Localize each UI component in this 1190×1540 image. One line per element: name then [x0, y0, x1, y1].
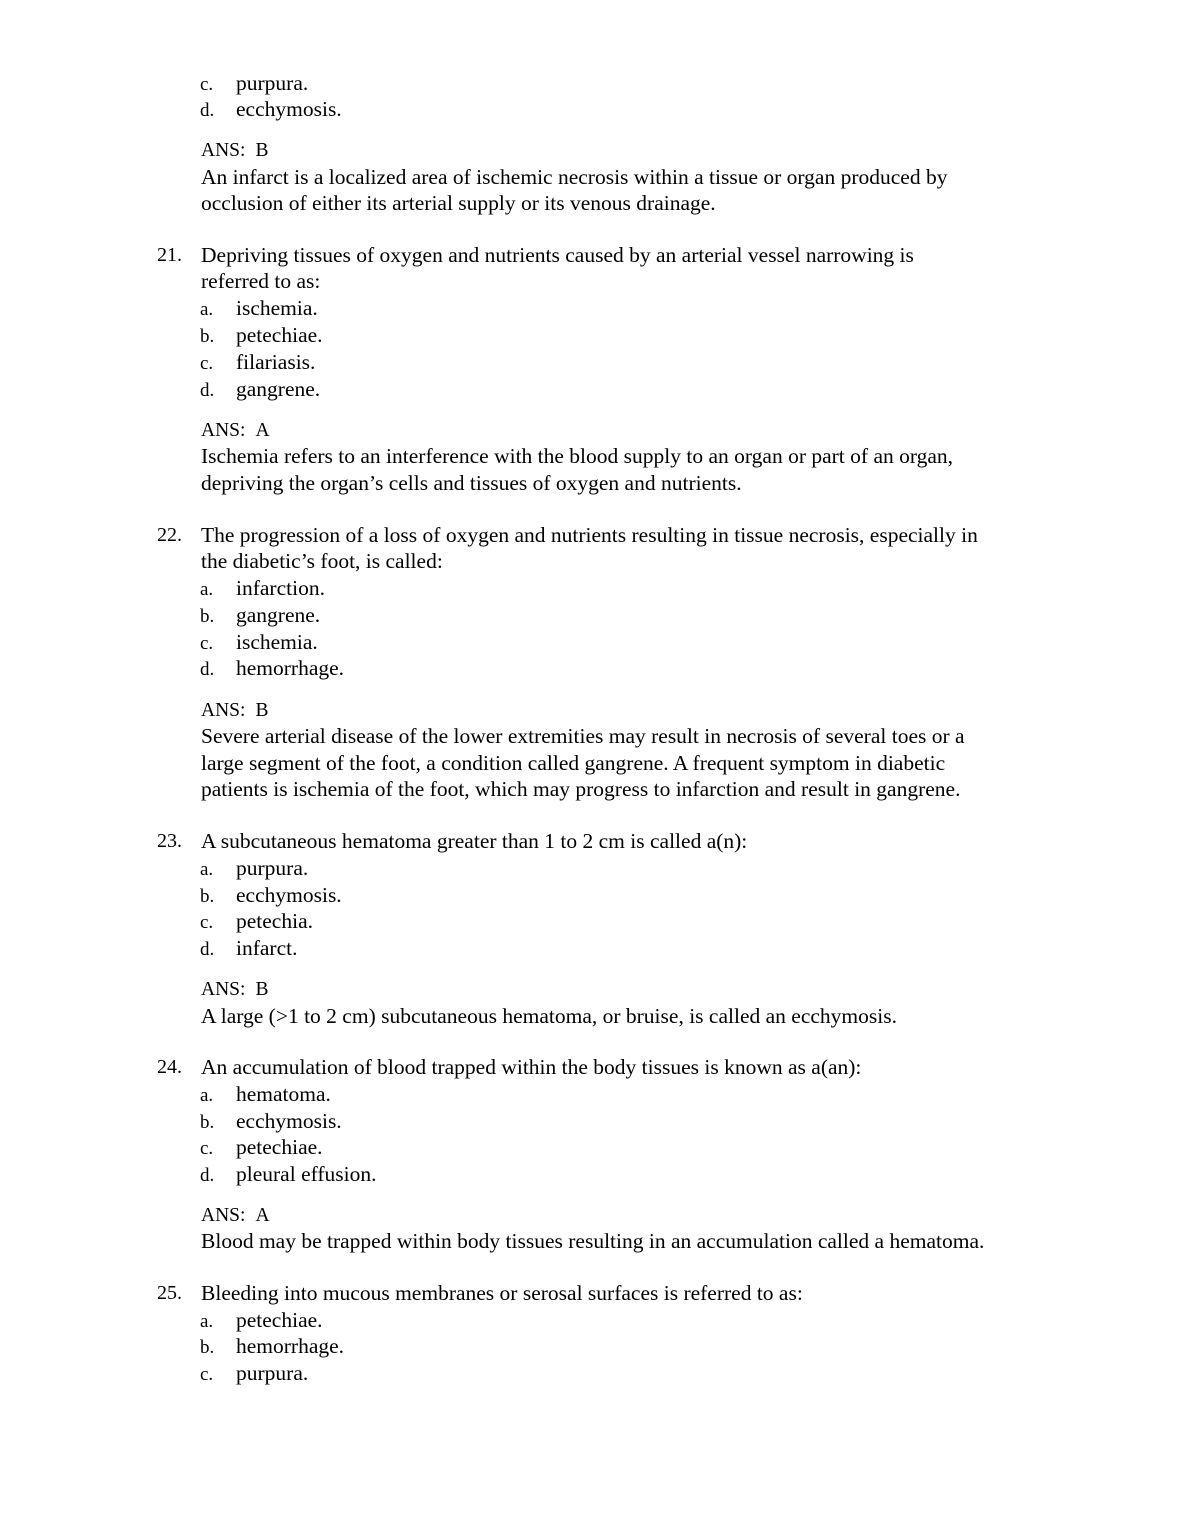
- question-stem-line: Depriving tissues of oxygen and nutrients caused by an arterial vessel narrowing is: [201, 243, 914, 267]
- option-b: [200, 1334, 344, 1361]
- option-text: petechiae.: [236, 1308, 323, 1332]
- option-letter: d.: [200, 100, 215, 121]
- option-text: hemorrhage.: [236, 656, 345, 680]
- option-letter: b.: [200, 1112, 215, 1133]
- option-letter: b.: [200, 886, 215, 907]
- answer-label: ANS:: [201, 979, 246, 1000]
- option-b: [200, 1109, 342, 1136]
- question-number: 24.: [157, 1056, 182, 1078]
- answer-line: [201, 700, 268, 722]
- rationale-line: A large (>1 to 2 cm) subcutaneous hematoma, or bruise, is called an ecchymosis.: [201, 1004, 897, 1028]
- option-letter: d.: [200, 939, 215, 960]
- rationale-line: Ischemia refers to an interference with the blood supply to an organ or part of an organ,: [201, 444, 954, 468]
- option-text: petechiae.: [236, 323, 323, 347]
- answer-label: ANS:: [201, 420, 246, 441]
- option-letter: a.: [200, 1311, 214, 1332]
- question-stem-line: the diabetic’s foot, is called:: [201, 549, 443, 573]
- option-c: [200, 630, 318, 657]
- option-letter: c.: [200, 912, 214, 933]
- question-stem-line: A subcutaneous hematoma greater than 1 to 2 cm is called a(n):: [201, 829, 748, 853]
- option-text: filariasis.: [236, 350, 316, 374]
- option-letter: c.: [200, 1138, 214, 1159]
- option-text: gangrene.: [236, 603, 321, 627]
- option-letter: b.: [200, 606, 215, 627]
- question-number: 25.: [157, 1282, 182, 1304]
- answer-line: [201, 1205, 270, 1227]
- option-a: [200, 856, 308, 883]
- rationale-line: patients is ischemia of the foot, which may progress to infarction and result in gangrene.: [201, 777, 961, 801]
- question-stem-line: The progression of a loss of oxygen and nutrients resulting in tissue necrosis, especially in: [201, 523, 978, 547]
- answer-label: ANS:: [201, 140, 246, 161]
- option-text: infarction.: [236, 576, 325, 600]
- rationale-line: large segment of the foot, a condition called gangrene. A frequent symptom in diabetic: [201, 751, 946, 775]
- answer-value: A: [255, 420, 270, 441]
- option-letter: c.: [200, 1364, 214, 1385]
- option-text: hematoma.: [236, 1082, 331, 1106]
- option-letter: b.: [200, 326, 215, 347]
- option-text: ecchymosis.: [236, 1109, 342, 1133]
- option-letter: c.: [200, 633, 214, 654]
- option-letter: a.: [200, 859, 214, 880]
- option-text: ecchymosis.: [236, 97, 342, 121]
- option-letter: d.: [200, 1165, 215, 1186]
- answer-line: [201, 979, 268, 1001]
- question-stem-line: An accumulation of blood trapped within the body tissues is known as a(an):: [201, 1055, 862, 1079]
- answer-value: B: [255, 140, 269, 161]
- option-letter: c.: [200, 74, 214, 95]
- option-a: [200, 1082, 331, 1109]
- answer-label: ANS:: [201, 1205, 246, 1226]
- answer-value: A: [255, 1205, 270, 1226]
- option-letter: b.: [200, 1337, 215, 1358]
- option-text: purpura.: [236, 71, 309, 95]
- rationale-line: occlusion of either its arterial supply or its venous drainage.: [201, 191, 716, 215]
- option-text: purpura.: [236, 1361, 309, 1385]
- option-b: [200, 883, 342, 910]
- option-d: [200, 1162, 377, 1189]
- question-number: 21.: [157, 244, 182, 266]
- option-c: [200, 71, 308, 98]
- option-a: [200, 576, 325, 603]
- option-text: gangrene.: [236, 377, 321, 401]
- option-text: pleural effusion.: [236, 1162, 377, 1186]
- option-text: ischemia.: [236, 630, 318, 654]
- question-stem-line: Bleeding into mucous membranes or serosal surfaces is referred to as:: [201, 1281, 803, 1305]
- option-d: [200, 936, 297, 963]
- option-c: [200, 350, 315, 377]
- question-stem-line: referred to as:: [201, 269, 321, 293]
- option-c: [200, 1135, 323, 1162]
- option-a: [200, 296, 318, 323]
- option-letter: a.: [200, 1085, 214, 1106]
- option-letter: a.: [200, 579, 214, 600]
- option-b: [200, 603, 320, 630]
- question-number: 23.: [157, 830, 182, 852]
- option-letter: a.: [200, 299, 214, 320]
- option-d: [200, 97, 342, 124]
- option-c: [200, 1361, 308, 1388]
- question-number: 22.: [157, 524, 182, 546]
- rationale-line: An infarct is a localized area of ischemic necrosis within a tissue or organ produced by: [201, 165, 948, 189]
- option-d: [200, 377, 320, 404]
- answer-line: [201, 140, 268, 162]
- answer-value: B: [255, 700, 269, 721]
- rationale-line: Blood may be trapped within body tissues resulting in an accumulation called a hematoma.: [201, 1229, 985, 1253]
- rationale-line: Severe arterial disease of the lower extremities may result in necrosis of several toes or a: [201, 724, 965, 748]
- rationale-line: depriving the organ’s cells and tissues of oxygen and nutrients.: [201, 471, 742, 495]
- option-d: [200, 656, 344, 683]
- option-text: purpura.: [236, 856, 309, 880]
- option-text: ecchymosis.: [236, 883, 342, 907]
- option-letter: d.: [200, 659, 215, 680]
- option-text: ischemia.: [236, 296, 318, 320]
- option-a: [200, 1308, 323, 1335]
- option-text: hemorrhage.: [236, 1334, 345, 1358]
- option-b: [200, 323, 323, 350]
- option-letter: d.: [200, 380, 215, 401]
- option-text: petechia.: [236, 909, 313, 933]
- option-text: infarct.: [236, 936, 298, 960]
- answer-label: ANS:: [201, 700, 246, 721]
- answer-value: B: [255, 979, 269, 1000]
- option-letter: c.: [200, 353, 214, 374]
- option-c: [200, 909, 313, 936]
- answer-line: [201, 420, 270, 442]
- option-text: petechiae.: [236, 1135, 323, 1159]
